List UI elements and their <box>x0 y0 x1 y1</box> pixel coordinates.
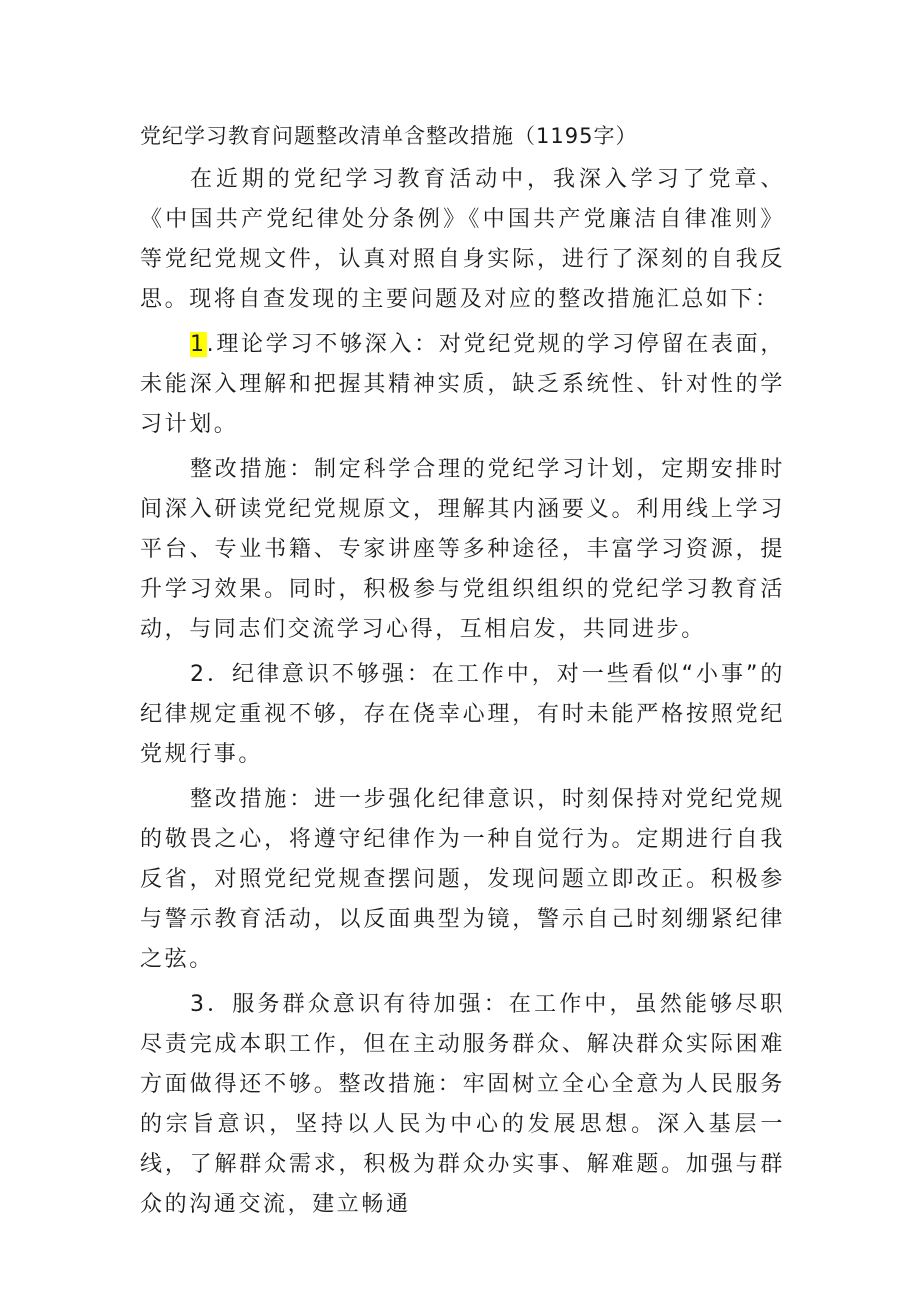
measure-paragraph-1: 整改措施：制定科学合理的党纪学习计划，定期安排时间深入研读党纪党规原文，理解其内涵要义。利用线上学习平台、专业书籍、专家讲座等多种途径，丰富学习资源，提升学习效果。同时，积极参与党组织组织的党纪学习教育活动，与同志们交流学习心得，互相启发，共同进步。 <box>140 457 785 642</box>
highlighted-item-number: 1 <box>190 332 207 357</box>
problem-item-1 <box>140 325 785 445</box>
measure-paragraph-2: 整改措施：进一步强化纪律意识，时刻保持对党纪党规的敬畏之心，将遵守纪律作为一种自觉行为。定期进行自我反省，对照党纪党规查摆问题，发现问题立即改正。积极参与警示教育活动，以反面典型为镜，警示自己时刻绷紧纪律之弦。 <box>140 787 785 972</box>
problem-item-3: 3．服务群众意识有待加强：在工作中，虽然能够尽职尽责完成本职工作，但在主动服务群众、解决群众实际困难方面做得还不够。整改措施：牢固树立全心全意为人民服务的宗旨意识，坚持以人民为中心的发展思想。深入基层一线，了解群众需求，积极为群众办实事、解难题。加强与群众的沟通交流，建立畅通 <box>140 992 785 1217</box>
problem-item-1-text: .理论学习不够深入：对党纪党规的学习停留在表面，未能深入理解和把握其精神实质，缺乏系统性、针对性的学习计划。 <box>140 332 785 437</box>
document-body <box>140 160 785 1225</box>
problem-item-2: 2．纪律意识不够强：在工作中，对一些看似“小事”的纪律规定重视不够，存在侥幸心理，有时未能严格按照党纪党规行事。 <box>140 662 785 767</box>
intro-paragraph: 在近期的党纪学习教育活动中，我深入学习了党章、《中国共产党纪律处分条例》《中国共产党廉洁自律准则》等党纪党规文件，认真对照自身实际，进行了深刻的自我反思。现将自查发现的主要问题及对应的整改措施汇总如下： <box>140 167 785 312</box>
document-title: 党纪学习教育问题整改清单含整改措施（1195字） <box>140 124 638 148</box>
